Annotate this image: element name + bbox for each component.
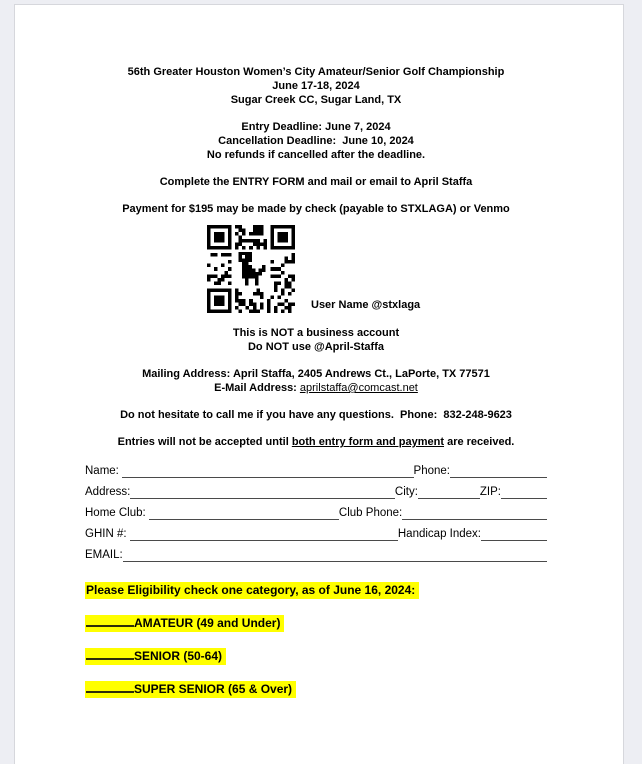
venmo-qr-code-icon: [207, 225, 295, 313]
no-refunds-note: No refunds if cancelled after the deadline.: [206, 149, 426, 161]
form-row-ghin: [85, 525, 547, 541]
club-phone-label: Club Phone:: [338, 507, 403, 519]
document-content: [85, 5, 547, 697]
doc-title-dates: June 17-18, 2024: [272, 80, 360, 92]
entries-underlined-phrase: both entry form and payment: [291, 436, 445, 448]
address-input-line[interactable]: [130, 482, 395, 499]
ghin-label: GHIN #:: [85, 528, 130, 540]
form-row-home-club: [85, 504, 547, 520]
contact-block: [85, 367, 547, 395]
senior-check-line[interactable]: [86, 647, 134, 660]
category-super-senior: [85, 680, 547, 697]
zip-input-line[interactable]: [501, 482, 547, 499]
phone-input-line[interactable]: [450, 461, 547, 478]
home-club-input-line[interactable]: [149, 503, 339, 520]
do-not-use-note: Do NOT use @April-Staffa: [247, 341, 384, 353]
deadlines-block: [85, 120, 547, 162]
city-input-line[interactable]: [418, 482, 480, 499]
mailing-address: Mailing Address: April Staffa, 2405 Andrews Ct., LaPorte, TX 77571: [142, 368, 490, 380]
name-input-line[interactable]: [122, 461, 413, 478]
amateur-check-line[interactable]: [86, 614, 134, 627]
not-business-note: This is NOT a business account: [232, 327, 400, 339]
address-label: Address:: [85, 486, 131, 498]
form-row-email: [85, 546, 547, 562]
venmo-qr-row: [207, 225, 547, 313]
venmo-notes-block: [85, 326, 547, 354]
doc-title-line1: 56th Greater Houston Women’s City Amateur/Senior Golf Championship: [127, 66, 505, 78]
email-address-link[interactable]: aprilstaffa@comcast.net: [299, 382, 418, 394]
entry-form-fields: [85, 462, 547, 562]
email-input-line[interactable]: [123, 545, 547, 562]
super-senior-check-line[interactable]: [86, 680, 134, 693]
zip-label: ZIP:: [479, 486, 501, 498]
category-amateur: [85, 614, 547, 631]
doc-title-block: [85, 65, 547, 107]
venmo-username: User Name @stxlaga: [311, 299, 421, 311]
city-label: City:: [394, 486, 418, 498]
email-address-label: E-Mail Address:: [214, 382, 300, 394]
home-club-label: Home Club:: [85, 507, 149, 519]
email-address-line: [85, 381, 547, 395]
payment-instruction: Payment for $195 may be made by check (payable to STXLAGA) or Venmo: [122, 203, 510, 215]
ghin-input-line[interactable]: [130, 524, 398, 541]
category-senior: [85, 647, 547, 664]
entry-deadline: Entry Deadline: June 7, 2024: [241, 121, 391, 133]
entries-note-line: Entries will not be accepted until both entry form and payment are received.: [117, 436, 515, 448]
doc-title-venue: Sugar Creek CC, Sugar Land, TX: [230, 94, 402, 106]
form-row-name: [85, 462, 547, 478]
handicap-index-label: Handicap Index:: [397, 528, 481, 540]
eligibility-heading: Please Eligibility check one category, as of June 16, 2024:: [85, 582, 547, 598]
handicap-index-input-line[interactable]: [481, 524, 547, 541]
email-field-label: EMAIL:: [85, 549, 123, 561]
form-row-address: [85, 483, 547, 499]
name-label: Name:: [85, 465, 123, 477]
super-senior-label: SUPER SENIOR (65 & Over): [134, 682, 293, 696]
cancellation-deadline: Cancellation Deadline: June 10, 2024: [218, 135, 414, 147]
questions-line: Do not hesitate to call me if you have any questions. Phone: 832-248-9623: [120, 409, 512, 421]
senior-label: SENIOR (50-64): [134, 649, 223, 663]
document-page: [14, 4, 624, 764]
amateur-label: AMATEUR (49 and Under): [134, 616, 281, 630]
complete-instruction: Complete the ENTRY FORM and mail or email to April Staffa: [159, 176, 473, 188]
phone-label: Phone:: [413, 465, 450, 477]
club-phone-input-line[interactable]: [402, 503, 547, 520]
